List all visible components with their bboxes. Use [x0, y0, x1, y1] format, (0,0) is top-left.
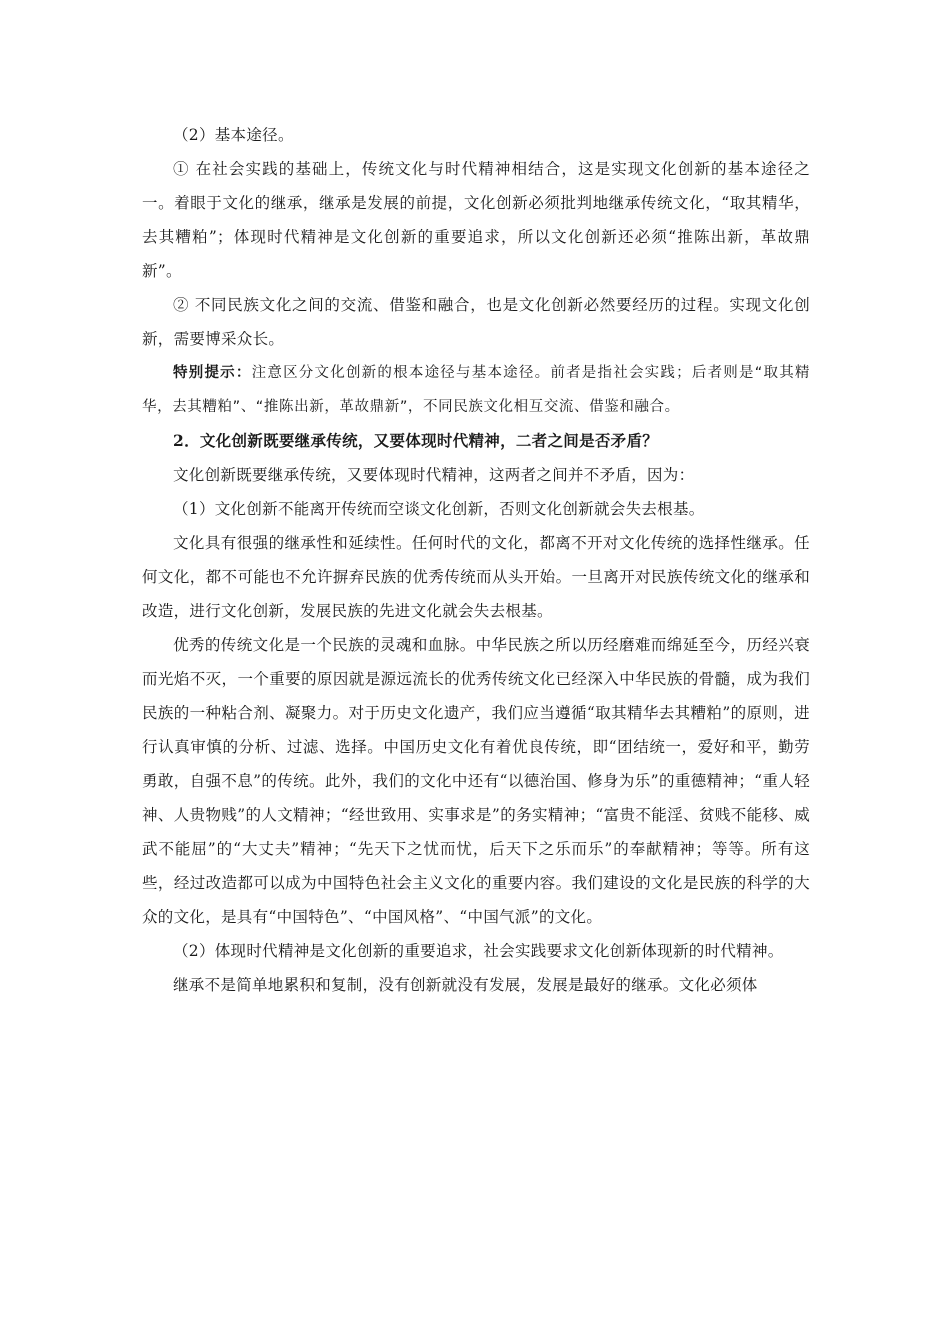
question-heading-2: 2．文化创新既要继承传统，又要体现时代精神，二者之间是否矛盾？ — [173, 431, 659, 450]
paragraph-point-one: （1）文化创新不能离开传统而空谈文化创新，否则文化创新就会失去根基。 — [173, 500, 705, 518]
paragraph-answer-intro: 文化创新既要继承传统，又要体现时代精神，这两者之间并不矛盾，因为： — [173, 466, 695, 484]
special-notice-text: 注意区分文化创新的根本途径与基本途径。前者是指社会实践；后者则是“取其精华，去其糟粕”、“推陈出新，革故鼎新”，不同民族文化相互交流、借鉴和融合。 — [142, 365, 811, 415]
special-notice — [142, 356, 810, 424]
paragraph-continuation: 继承不是简单地累积和复制，没有创新就没有发展，发展是最好的继承。文化必须体 — [173, 976, 758, 994]
paragraph-traditional-culture: 优秀的传统文化是一个民族的灵魂和血脉。中华民族之所以历经磨难而绵延至今，历经兴衰而光焰不灭，一个重要的原因就是源远流长的优秀传统文化已经深入中华民族的骨髓，成为我们民族的一种粘合剂、凝聚力。对于历史文化遗产，我们应当遵循“取其精华去其糟粕”的原则，进行认真审慎的分析、过滤、选择。中国历史文化有着优良传统，即“团结统一，爱好和平，勤劳勇敢，自强不息”的传统。此外，我们的文化中还有“以德治国、修身为乐”的重德精神；“重人轻神、人贵物贱”的人文精神；“经世致用、实事求是”的务实精神；“富贵不能淫、贫贱不能移、威武不能屈”的“大丈夫”精神；“先天下之忧而忧，后天下之乐而乐”的奉献精神；等等。所有这些，经过改造都可以成为中国特色社会主义文化的重要内容。我们建设的文化是民族的科学的大众的文化，是具有“中国特色”、“中国风格”、“中国气派”的文化。 — [142, 636, 810, 926]
paragraph-inheritance: 文化具有很强的继承性和延续性。任何时代的文化，都离不开对文化传统的选择性继承。任何文化，都不可能也不允许摒弃民族的优秀传统而从头开始。一旦离开对民族传统文化的继承和改造，进行文化创新，发展民族的先进文化就会失去根基。 — [142, 534, 810, 620]
paragraph-approach-two: ② 不同民族文化之间的交流、借鉴和融合，也是文化创新必然要经历的过程。实现文化创新，需要博采众长。 — [142, 296, 810, 348]
special-notice-label: 特别提示： — [173, 365, 252, 381]
document-body — [142, 118, 810, 1002]
paragraph-basic-approach-heading: （2）基本途径。 — [173, 126, 294, 144]
paragraph-approach-one: ① 在社会实践的基础上，传统文化与时代精神相结合，这是实现文化创新的基本途径之一。着眼于文化的继承，继承是发展的前提，文化创新必须批判地继承传统文化，“取其精华，去其糟粕”；体现时代精神是文化创新的重要追求，所以文化创新还必须“推陈出新，革故鼎新”。 — [142, 160, 810, 280]
paragraph-point-two: （2）体现时代精神是文化创新的重要追求，社会实践要求文化创新体现新的时代精神。 — [173, 942, 784, 960]
